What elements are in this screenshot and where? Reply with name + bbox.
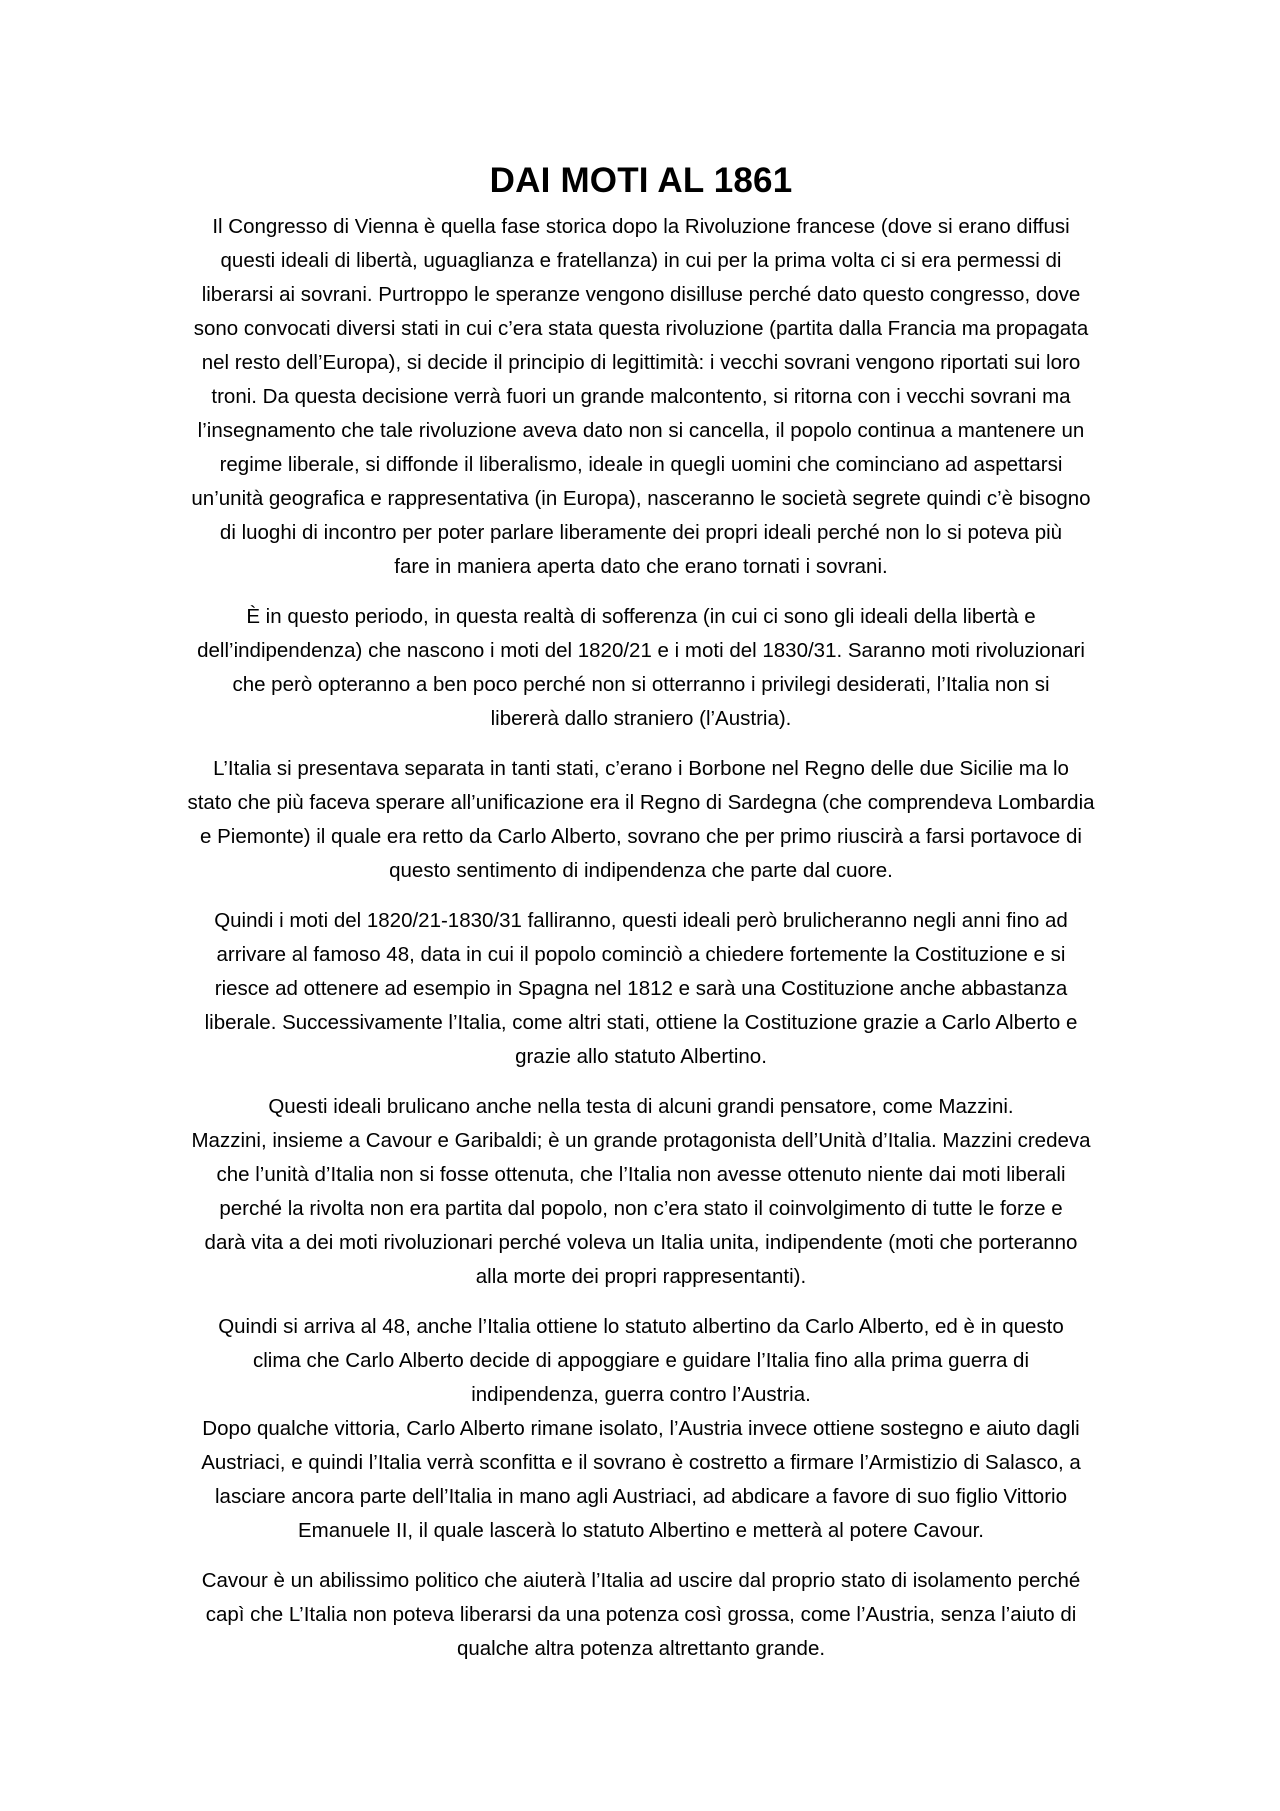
text-line: troni. Da questa decisione verrà fuori un grande malcontento, si ritorna con i vecchi sovrani ma: [211, 385, 1071, 408]
text-line: liberale. Successivamente l’Italia, come altri stati, ottiene la Costituzione grazie a Carlo Alberto e: [204, 1011, 1078, 1034]
text-line: Questi ideali brulicano anche nella testa di alcuni grandi pensatore, come Mazzini.: [268, 1095, 1014, 1118]
text-line: clima che Carlo Alberto decide di appoggiare e guidare l’Italia fino alla prima guerra di: [252, 1349, 1030, 1372]
text-line: stato che più faceva sperare all’unificazione era il Regno di Sardegna (che comprendeva Lombardia: [187, 791, 1095, 814]
text-line: Emanuele II, il quale lascerà lo statuto Albertino e metterà al potere Cavour.: [298, 1519, 984, 1542]
paragraph-costituzione: [118, 904, 1164, 1074]
text-line: questo sentimento di indipendenza che parte dal cuore.: [389, 859, 893, 882]
paragraph-italia-divisa: [118, 752, 1164, 888]
text-line: Il Congresso di Vienna è quella fase storica dopo la Rivoluzione francese (dove si erano diffusi: [212, 215, 1070, 238]
text-line: riesce ad ottenere ad esempio in Spagna nel 1812 e sarà una Costituzione anche abbastanza: [214, 977, 1068, 1000]
text-line: l’insegnamento che tale rivoluzione aveva dato non si cancella, il popolo continua a mantenere un: [197, 419, 1085, 442]
paragraph-congresso-vienna: [118, 210, 1164, 584]
text-line: fare in maniera aperta dato che erano tornati i sovrani.: [394, 555, 888, 578]
document-page: [118, 160, 1164, 1682]
text-line: Cavour è un abilissimo politico che aiuterà l’Italia ad uscire dal proprio stato di isolamento perché: [201, 1569, 1081, 1592]
paragraph-moti-1820-1830: [118, 600, 1164, 736]
text-line: grazie allo statuto Albertino.: [515, 1045, 767, 1068]
text-line: che l’unità d’Italia non si fosse ottenuta, che l’Italia non avesse ottenuto niente dai moti liberali: [216, 1163, 1066, 1186]
paragraph-mazzini: [118, 1090, 1164, 1294]
text-line: nel resto dell’Europa), si decide il principio di legittimità: i vecchi sovrani vengono riportati sui loro: [201, 351, 1081, 374]
text-line: alla morte dei propri rappresentanti).: [475, 1265, 807, 1288]
text-line: e Piemonte) il quale era retto da Carlo Alberto, sovrano che per primo riuscirà a farsi portavoce di: [200, 825, 1082, 848]
text-line: Quindi i moti del 1820/21-1830/31 falliranno, questi ideali però brulicheranno negli anni fino ad: [214, 909, 1068, 932]
text-line: sono convocati diversi stati in cui c’era stata questa rivoluzione (partita dalla Francia ma propagata: [193, 317, 1089, 340]
text-line: lasciare ancora parte dell’Italia in mano agli Austriaci, ad abdicare a favore di suo figlio Vittorio: [215, 1485, 1067, 1508]
text-line: L’Italia si presentava separata in tanti stati, c’erano i Borbone nel Regno delle due Sicilie ma lo: [213, 757, 1069, 780]
text-line: Mazzini, insieme a Cavour e Garibaldi; è un grande protagonista dell’Unità d’Italia. Mazzini credeva: [191, 1129, 1091, 1152]
paragraph-prima-guerra: [118, 1310, 1164, 1548]
text-line: libererà dallo straniero (l’Austria).: [490, 707, 792, 730]
text-line: darà vita a dei moti rivoluzionari perché voleva un Italia unita, indipendente (moti che porteranno: [204, 1231, 1078, 1254]
text-line: liberarsi ai sovrani. Purtroppo le speranze vengono disilluse perché dato questo congresso, dove: [201, 283, 1081, 306]
text-line: un’unità geografica e rappresentativa (in Europa), nasceranno le società segrete quindi c’è bisogno: [191, 487, 1091, 510]
text-line: È in questo periodo, in questa realtà di sofferenza (in cui ci sono gli ideali della libertà e: [246, 605, 1036, 628]
paragraph-cavour: [118, 1564, 1164, 1666]
text-line: di luoghi di incontro per poter parlare liberamente dei propri ideali perché non lo si poteva più: [219, 521, 1063, 544]
text-line: arrivare al famoso 48, data in cui il popolo cominciò a chiedere fortemente la Costituzione e si: [216, 943, 1066, 966]
text-line: questi ideali di libertà, uguaglianza e fratellanza) in cui per la prima volta ci si era permessi di: [220, 249, 1062, 272]
text-line: Dopo qualche vittoria, Carlo Alberto rimane isolato, l’Austria invece ottiene sostegno e aiuto dagli: [202, 1417, 1080, 1440]
text-line: che però opteranno a ben poco perché non si otterranno i privilegi desiderati, l’Italia non si: [232, 673, 1050, 696]
text-line: Austriaci, e quindi l’Italia verrà sconfitta e il sovrano è costretto a firmare l’Armistizio di Salasco, a: [201, 1451, 1081, 1474]
text-line: regime liberale, si diffonde il liberalismo, ideale in quegli uomini che cominciano ad aspettarsi: [219, 453, 1063, 476]
text-line: Quindi si arriva al 48, anche l’Italia ottiene lo statuto albertino da Carlo Alberto, ed è in questo: [218, 1315, 1064, 1338]
text-line: qualche altra potenza altrettanto grande.: [456, 1637, 826, 1660]
text-line: perché la rivolta non era partita dal popolo, non c’era stato il coinvolgimento di tutte le forze e: [219, 1197, 1063, 1220]
text-line: dell’indipendenza) che nascono i moti del 1820/21 e i moti del 1830/31. Saranno moti rivoluzionari: [197, 639, 1085, 662]
text-line: indipendenza, guerra contro l’Austria.: [471, 1383, 811, 1406]
document-title: DAI MOTI AL 1861: [489, 161, 793, 200]
text-line: capì che L’Italia non poteva liberarsi da una potenza così grossa, come l’Austria, senza l’aiuto di: [205, 1603, 1077, 1626]
